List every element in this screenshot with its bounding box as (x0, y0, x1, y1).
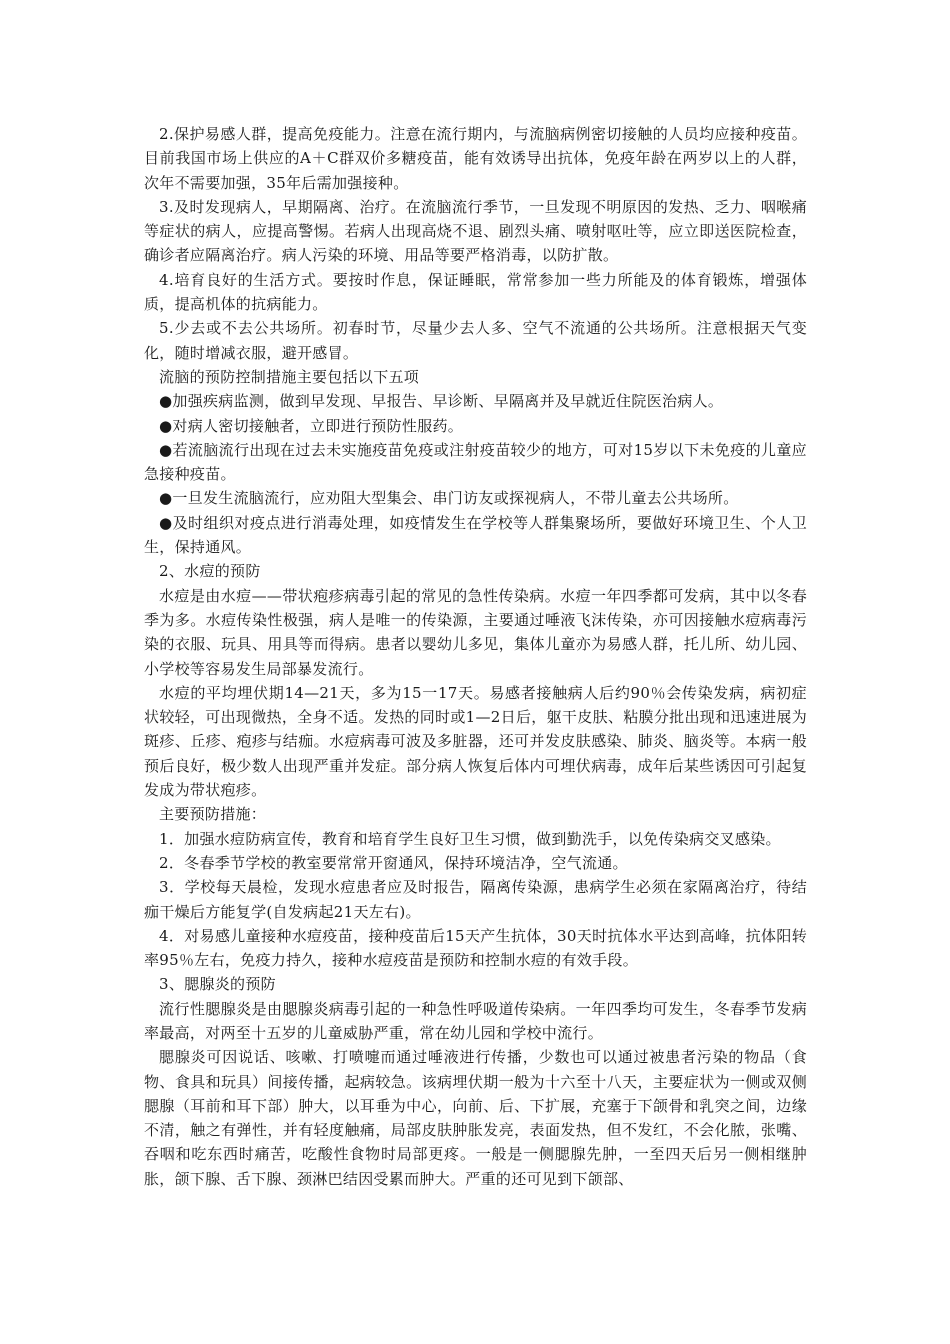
paragraph: 水痘的平均埋伏期14—21天，多为15一17天。易感者接触病人后约90％会传染发病，病初症状较轻，可出现微热，全身不适。发热的同时或1—2日后，躯干皮肤、粘膜分批出现和迅速进展为斑疹、丘疹、疱疹与结痂。水痘病毒可波及多脏器，还可并发皮肤感染、肺炎、脑炎等。本病一般预后良好，极少数人出现严重并发症。部分病人恢复后体内可埋伏病毒，成年后某些诱因可引起复发成为带状疱疹。 (144, 683, 807, 800)
paragraph: 腮腺炎可因说话、咳嗽、打喷嚏而通过唾液进行传播，少数也可以通过被患者污染的物品（食物、食具和玩具）间接传播，起病较急。该病埋伏期一般为十六至十八天，主要症状为一侧或双侧腮腺（耳前和耳下部）肿大，以耳垂为中心，向前、后、下扩展，充塞于下颌骨和乳突之间，边缘不清，触之有弹性，并有轻度触痛，局部皮肤肿胀发亮，表面发热，但不发红，不会化脓，张嘴、吞咽和吃东西时痛苦，吃酸性食物时局部更疼。一般是一侧腮腺先肿，一至四天后另一侧相继肿胀，颌下腺、舌下腺、颈淋巴结因受累而肿大。严重的还可见到下颌部、 (144, 1048, 807, 1188)
section-heading: 2、水痘的预防 (159, 562, 261, 581)
list-item: 4．对易感儿童接种水痘疫苗，接种疫苗后15天产生抗体，30天时抗体水平达到高峰，抗体阳转率95％左右，免疫力持久，接种水痘疫苗是预防和控制水痘的有效手段。 (144, 926, 807, 970)
paragraph: 5.少去或不去公共场所。初春时节，尽量少去人多、空气不流通的公共场所。注意根据天气变化，随时增减衣服，避开感冒。 (144, 319, 807, 362)
list-item: 3．学校每天晨检，发现水痘患者应及时报告，隔离传染源，患病学生必须在家隔离治疗，待结痂干燥后方能复学(自发病起21天左右)。 (144, 878, 807, 921)
bullet-item: ●加强疾病监测，做到早发现、早报告、早诊断、早隔离并及早就近住院医治病人。 (159, 392, 724, 411)
paragraph: 2.保护易感人群，提高免疫能力。注意在流行期内，与流脑病例密切接触的人员均应接种疫苗。目前我国市场上供应的A＋C群双价多糖疫苗，能有效诱导出抗体，免疫年龄在两岁以上的人群，次年不需要加强，35年后需加强接种。 (144, 125, 807, 192)
bullet-item: ●及时组织对疫点进行消毒处理，如疫情发生在学校等人群集聚场所，要做好环境卫生、个人卫生，保持通风。 (144, 513, 807, 557)
paragraph: 水痘是由水痘——带状疱疹病毒引起的常见的急性传染病。水痘一年四季都可发病，其中以冬春季为多。水痘传染性极强，病人是唯一的传染源，主要通过唾液飞沫传染，亦可因接触水痘病毒污染的衣服、玩具、用具等而得病。患者以婴幼儿多见，集体儿童亦为易感人群，托儿所、幼儿园、小学校等容易发生局部暴发流行。 (144, 586, 807, 678)
bullet-item: ●一旦发生流脑流行，应劝阻大型集会、串门访友或探视病人，不带儿童去公共场所。 (159, 489, 739, 508)
document-body (144, 122, 807, 1191)
section-intro: 流脑的预防控制措施主要包括以下五项 (159, 367, 420, 386)
section-heading: 3、腮腺炎的预防 (159, 975, 276, 994)
bullet-item: ●若流脑流行出现在过去未实施疫苗免疫或注射疫苗较少的地方，可对15岁以下未免疫的儿童应急接种疫苗。 (144, 440, 807, 484)
list-item: 1．加强水痘防病宣传，教育和培育学生良好卫生习惯，做到勤洗手，以免传染病交叉感染。 (159, 829, 781, 848)
list-item: 2．冬春季节学校的教室要常常开窗通风，保持环境洁净，空气流通。 (159, 853, 628, 872)
paragraph: 流行性腮腺炎是由腮腺炎病毒引起的一种急性呼吸道传染病。一年四季均可发生，冬春季节发病率最高，对两至十五岁的儿童威胁严重，常在幼儿园和学校中流行。 (144, 999, 807, 1042)
paragraph: 4.培育良好的生活方式。要按时作息，保证睡眠，常常参加一些力所能及的体育锻炼，增强体质，提高机体的抗病能力。 (144, 270, 807, 314)
subheading: 主要预防措施： (159, 805, 267, 824)
bullet-item: ●对病人密切接触者，立即进行预防性服药。 (159, 416, 464, 435)
paragraph: 3.及时发现病人，早期隔离、治疗。在流脑流行季节，一旦发现不明原因的发热、乏力、咽喉痛等症状的病人，应提高警惕。若病人出现高烧不退、剧烈头痛、喷射呕吐等，应立即送医院检查，确诊者应隔离治疗。病人污染的环境、用品等要严格消毒，以防扩散。 (144, 197, 807, 265)
